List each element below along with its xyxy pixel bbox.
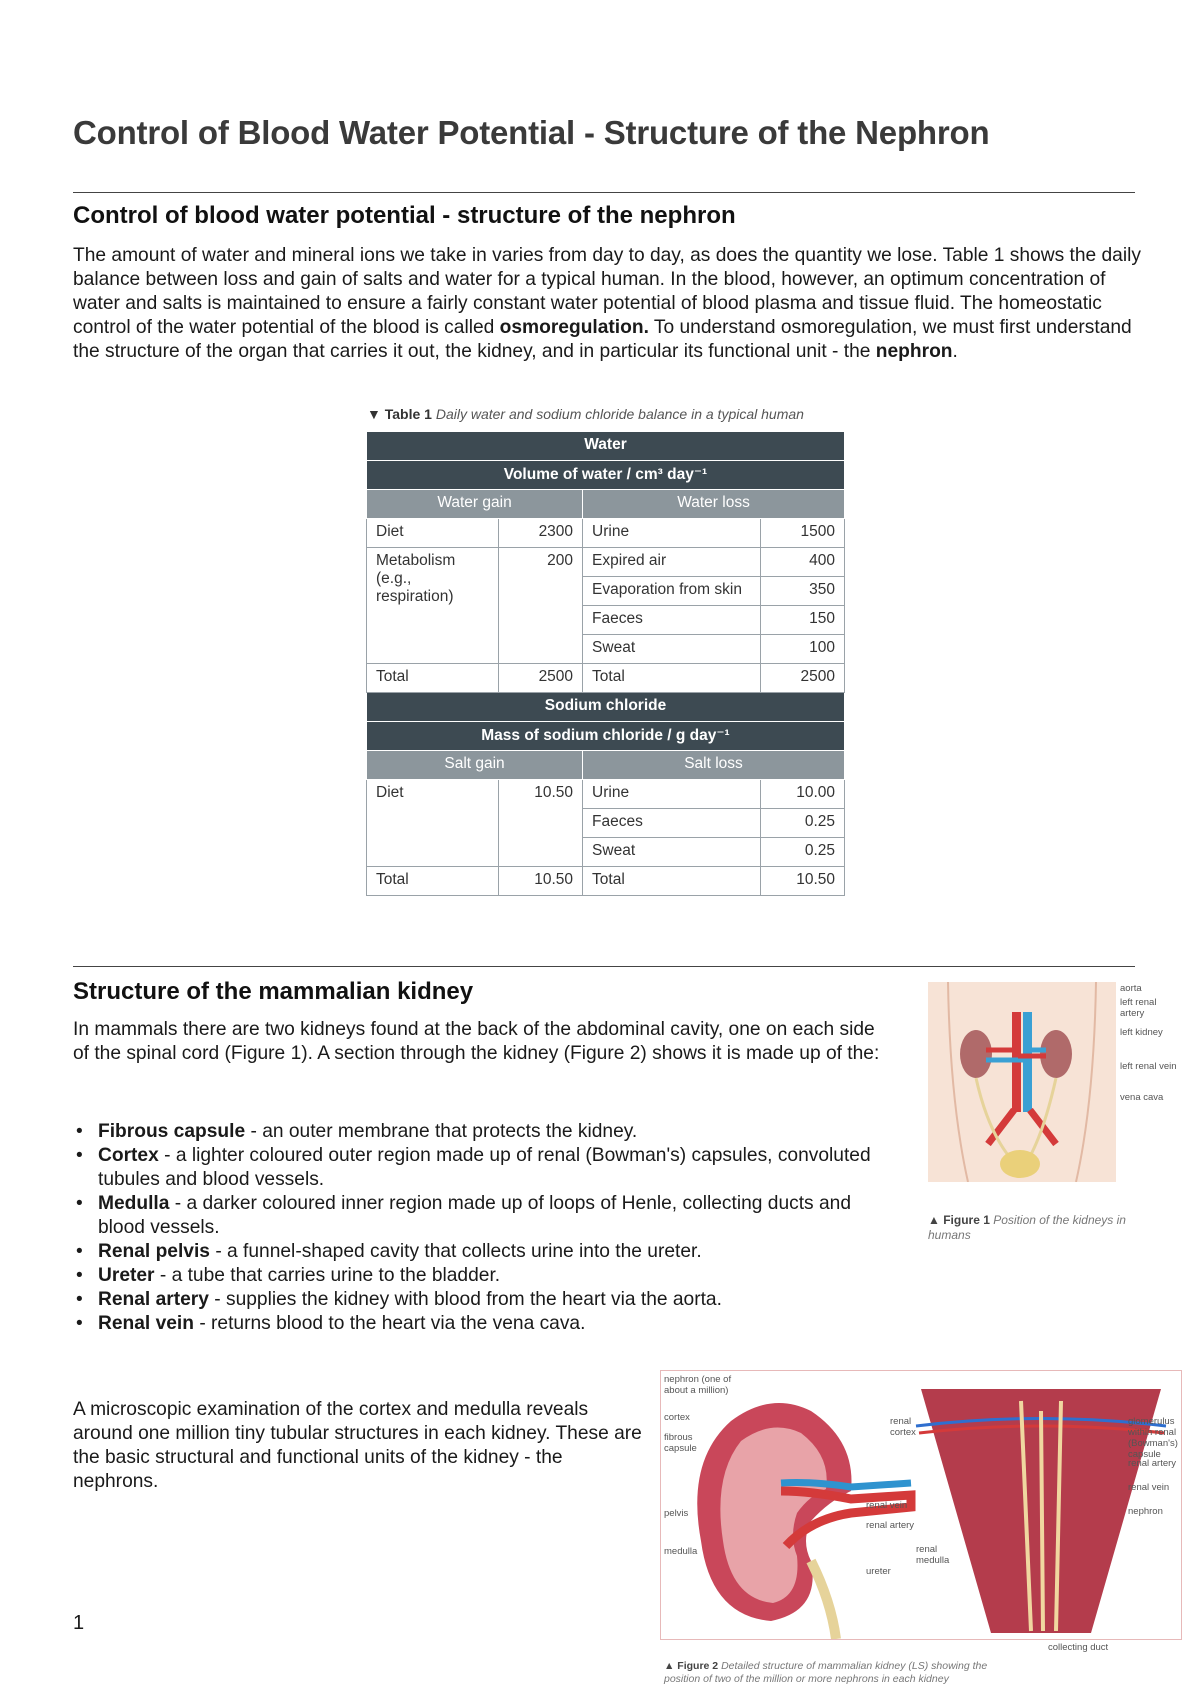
- list-item: [73, 1312, 618, 1336]
- figure2-caption-text: Detailed structure of mammalian kidney (LS) showing the position of two of the million or more nephrons in each kidney: [664, 1660, 988, 1685]
- bullet-desc: - an outer membrane that protects the kidney.: [245, 1121, 638, 1142]
- table1-caption: [367, 406, 804, 422]
- bullet-desc: - a funnel-shaped cavity that collects urine into the ureter.: [209, 1241, 702, 1262]
- salt-loss-header: Salt loss: [583, 751, 845, 780]
- term-nephron: nephron: [875, 341, 953, 362]
- bullet-term: Cortex: [98, 1145, 159, 1166]
- section-divider: [73, 966, 1135, 967]
- list-item: [73, 1264, 893, 1288]
- row-diet-label: Diet: [367, 519, 499, 548]
- row-faeces-label: Faeces: [583, 606, 761, 635]
- water-units: Volume of water / cm³ day⁻¹: [367, 461, 845, 490]
- bullet-desc: - a lighter coloured outer region made up of renal (Bowman's) capsules, convoluted tubules and blood vessels.: [98, 1145, 871, 1190]
- figure1-caption-label: ▲ Figure 1: [928, 1213, 990, 1227]
- row-salt-diet-value: 10.50: [499, 780, 583, 867]
- fig2-label-collecting-duct: collecting duct: [1048, 1642, 1109, 1653]
- row-total-loss-label: Total: [583, 664, 761, 693]
- metabolism-label: Metabolism: [376, 552, 456, 569]
- row-total-gain-value: 2500: [499, 664, 583, 693]
- fig1-label-left-renal-vein: left renal vein: [1120, 1061, 1177, 1072]
- bullet-term: Renal pelvis: [98, 1241, 210, 1262]
- fig2-label-renal-cortex: renal cortex: [890, 1416, 916, 1438]
- kidney-intro: In mammals there are two kidneys found at the back of the abdominal cavity, one on each side of the spinal cord (Figure 1). A section through the kidney (Figure 2) shows it is made up of the:: [73, 1019, 880, 1064]
- fig2-label-renal-vein-right: renal vein: [1128, 1482, 1170, 1493]
- water-loss-header: Water loss: [583, 490, 845, 519]
- bullet-term: Fibrous capsule: [98, 1121, 246, 1142]
- intro-text-2: To understand osmoregulation, we must first understand the structure of the organ that carries it out, the kidney, and in particular its functional unit - the: [73, 317, 1132, 362]
- fig2-label-medulla: medulla: [664, 1546, 698, 1557]
- row-salt-faeces-label: Faeces: [583, 809, 761, 838]
- intro-text-1: The amount of water and mineral ions we take in varies from day to day, as does the quantity we lose. Table 1 shows the daily balance between loss and gain of salts and water for a typical human. In the blood, however, an optimum concentration of water and salts is maintained to ensure a fairly constant water potential of blood plasma and tissue fluid. The homeostatic control of the water potential of the blood is called: [73, 245, 1141, 338]
- figure1-caption-text: Position of the kidneys in humans: [928, 1213, 1126, 1242]
- list-item: [73, 1120, 893, 1144]
- kidney-position-diagram: [928, 982, 1116, 1182]
- table1: [366, 431, 845, 896]
- kidney-closing: A microscopic examination of the cortex and medulla reveals around one million tiny tubular structures in each kidney. These are the basic structural and functional units of the kidney - the nephrons.: [73, 1399, 642, 1492]
- list-item: [73, 1144, 893, 1192]
- fig2-label-renal-vein: renal vein: [866, 1500, 908, 1511]
- table1-caption-label: ▼ Table 1: [367, 406, 432, 422]
- row-salt-total-gain-label: Total: [367, 867, 499, 896]
- intro-text-3: .: [952, 341, 958, 362]
- section-heading-kidney: Structure of the mammalian kidney: [73, 978, 474, 1005]
- row-salt-urine-value: 10.00: [761, 780, 845, 809]
- bullet-term: Renal artery: [98, 1289, 209, 1310]
- page-title: Control of Blood Water Potential - Structure of the Nephron: [73, 114, 990, 151]
- salt-units: Mass of sodium chloride / g day⁻¹: [367, 722, 845, 751]
- fig1-label-aorta: aorta: [1120, 983, 1142, 994]
- figure2-caption-label: ▲ Figure 2: [664, 1660, 719, 1672]
- bullet-desc: - a tube that carries urine to the bladder.: [154, 1265, 501, 1286]
- row-urine-label: Urine: [583, 519, 761, 548]
- fig2-label-cortex: cortex: [664, 1412, 690, 1423]
- list-item: [73, 1192, 893, 1240]
- list-item: [73, 1288, 893, 1312]
- fig2-label-nephron-one: nephron (one of about a million): [664, 1374, 732, 1396]
- bullet-term: Renal vein: [98, 1313, 194, 1334]
- row-salt-total-loss-label: Total: [583, 867, 761, 896]
- figure2-caption: [664, 1660, 1004, 1686]
- row-urine-value: 1500: [761, 519, 845, 548]
- row-total-loss-value: 2500: [761, 664, 845, 693]
- table1-caption-text: Daily water and sodium chloride balance in a typical human: [435, 406, 804, 422]
- fig2-label-renal-artery-right: renal artery: [1128, 1458, 1177, 1469]
- metabolism-example: (e.g., respiration): [376, 570, 454, 605]
- row-diet-value: 2300: [499, 519, 583, 548]
- figure1-caption: [928, 1213, 1158, 1243]
- fig2-label-ureter: ureter: [866, 1566, 891, 1577]
- bullet-term: Ureter: [98, 1265, 155, 1286]
- water-header: Water: [367, 432, 845, 461]
- fig2-label-renal-artery: renal artery: [866, 1520, 915, 1531]
- row-metabolism-value: 200: [499, 548, 583, 664]
- page-number: 1: [73, 1612, 85, 1634]
- fig1-label-left-renal-artery: left renal artery: [1120, 997, 1157, 1019]
- fig2-label-nephron: nephron: [1128, 1506, 1163, 1517]
- row-salt-faeces-value: 0.25: [761, 809, 845, 838]
- row-sweat-label: Sweat: [583, 635, 761, 664]
- salt-gain-header: Salt gain: [367, 751, 583, 780]
- section-heading-nephron: Control of blood water potential - structure of the nephron: [73, 202, 736, 229]
- row-salt-sweat-value: 0.25: [761, 838, 845, 867]
- row-metabolism-label: [367, 548, 499, 664]
- fig1-label-left-kidney: left kidney: [1120, 1027, 1163, 1038]
- bullet-desc: - returns blood to the heart via the vena cava.: [193, 1313, 586, 1334]
- fig1-label-vena-cava: vena cava: [1120, 1092, 1164, 1103]
- figure1-image: [928, 982, 1116, 1182]
- list-item: [73, 1240, 893, 1264]
- bullet-desc: - a darker coloured inner region made up of loops of Henle, collecting ducts and blood vessels.: [98, 1193, 851, 1238]
- row-total-gain-label: Total: [367, 664, 499, 693]
- row-expired-value: 400: [761, 548, 845, 577]
- fig2-label-glomerulus: glomerulus within renal (Bowman's) capsule: [1128, 1416, 1178, 1460]
- water-gain-header: Water gain: [367, 490, 583, 519]
- row-sweat-value: 100: [761, 635, 845, 664]
- intro-paragraph: [73, 244, 1143, 364]
- kidney-parts-list: [73, 1120, 893, 1336]
- row-salt-urine-label: Urine: [583, 780, 761, 809]
- row-salt-total-gain-value: 10.50: [499, 867, 583, 896]
- row-salt-sweat-label: Sweat: [583, 838, 761, 867]
- row-evaporation-value: 350: [761, 577, 845, 606]
- bullet-desc: - supplies the kidney with blood from the heart via the aorta.: [208, 1289, 722, 1310]
- fig2-label-pelvis: pelvis: [664, 1508, 689, 1519]
- row-evaporation-label: Evaporation from skin: [583, 577, 761, 606]
- row-expired-label: Expired air: [583, 548, 761, 577]
- row-salt-diet-label: Diet: [367, 780, 499, 867]
- salt-header: Sodium chloride: [367, 693, 845, 722]
- row-salt-total-loss-value: 10.50: [761, 867, 845, 896]
- title-divider: [73, 192, 1135, 193]
- fig2-label-renal-medulla: renal medulla: [916, 1544, 950, 1566]
- bullet-term: Medulla: [98, 1193, 170, 1214]
- row-faeces-value: 150: [761, 606, 845, 635]
- term-osmoregulation: osmoregulation.: [499, 317, 649, 338]
- fig2-label-fibrous-capsule: fibrous capsule: [664, 1432, 697, 1454]
